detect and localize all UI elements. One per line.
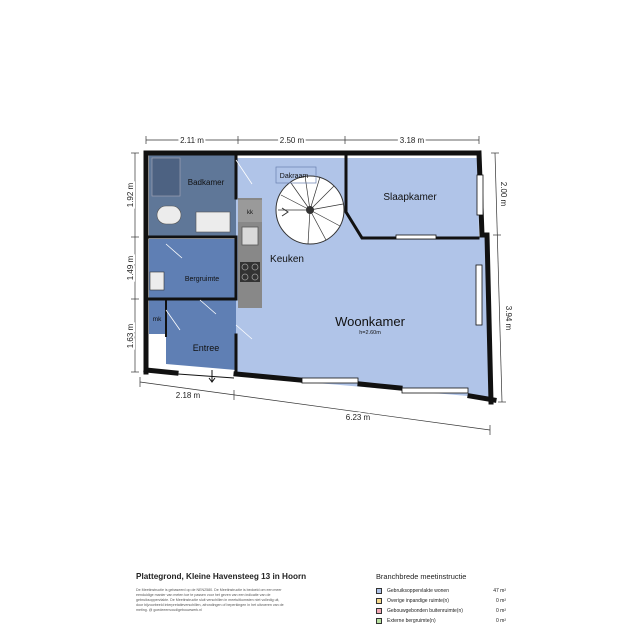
dimension-bottom-2: 6.23 m — [345, 413, 371, 422]
room-label-entree: Entree — [192, 343, 220, 353]
dimension-top-2: 2.50 m — [279, 136, 305, 145]
legend-row — [376, 596, 506, 606]
legend-swatch — [376, 608, 382, 614]
washbasin — [196, 212, 230, 232]
legend-label: Overige inpandige ruimte(n) — [387, 598, 449, 604]
legend-swatch — [376, 588, 382, 594]
legend-value: 0 m² — [496, 608, 506, 614]
dimension-bottom-1: 2.18 m — [175, 391, 201, 400]
kitchen-sink — [242, 227, 258, 245]
dimension-top-3: 3.18 m — [399, 136, 425, 145]
dimension-top-1: 2.11 m — [180, 136, 204, 145]
room-label-kk: kk — [247, 210, 253, 216]
legend-row — [376, 616, 506, 626]
legend-value: 0 m² — [496, 598, 506, 604]
legend-label: Gebouwgebonden buitenruimte(n) — [387, 608, 463, 614]
legend — [376, 572, 506, 626]
legend-title: Branchbrede meetinstructie — [376, 572, 467, 581]
dimension-right-1: 2.00 m — [499, 181, 508, 207]
washer — [150, 272, 164, 290]
dimension-left-3: 1.63 m — [126, 323, 135, 349]
toilet — [157, 206, 181, 224]
dimension-right-2: 3.94 m — [504, 305, 513, 331]
legend-row — [376, 586, 506, 596]
room-label-mk: mk — [152, 316, 162, 323]
legend-label: Externe bergruimte(n) — [387, 618, 436, 624]
legend-label: Gebruiksoppervlakte wonen — [387, 588, 449, 594]
room-label-slaapkamer: Slaapkamer — [383, 192, 437, 203]
room-label-keuken: Keuken — [270, 254, 304, 265]
dimension-left-2: 1.49 m — [126, 255, 135, 281]
plan-title: Plattegrond, Kleine Havensteeg 13 in Hoorn — [136, 572, 307, 581]
legend-row — [376, 606, 506, 616]
spiral-staircase — [276, 176, 344, 244]
legend-swatch — [376, 598, 382, 604]
shower — [152, 158, 180, 196]
room-label-bergruimte: Bergruimte — [184, 276, 220, 283]
entree-floor — [166, 300, 236, 370]
room-label-woonkamer-height: h=2.60m — [359, 330, 381, 336]
legend-value: 0 m² — [496, 618, 506, 624]
legend-value: 47 m² — [493, 588, 506, 594]
measurement-note: De Meetinstructie is gebaseerd op de NEN2580. De Meetinstructie is bedoeld om een meer eenduidige manier van meten toe te passen voor het geven van een indicatie van de gebruiksoppervlakte. De Meetinstructie sluit verschillen in meetuitkomsten niet volledig uit, door bijvoorbeeld interpretatieverschillen, afrondingen of beperkingen in het uitvoeren van de meting. @ goedeeenvoudigebouwwerk.nl — [136, 588, 284, 612]
plan-footer — [136, 572, 506, 632]
room-label-woonkamer: Woonkamer — [335, 314, 405, 329]
entrance-door — [178, 370, 234, 382]
legend-swatch — [376, 618, 382, 624]
room-label-dakraam: Dakraam — [279, 173, 309, 180]
room-label-badkamer: Badkamer — [187, 178, 225, 187]
dimension-left-1: 1.92 m — [126, 182, 135, 208]
